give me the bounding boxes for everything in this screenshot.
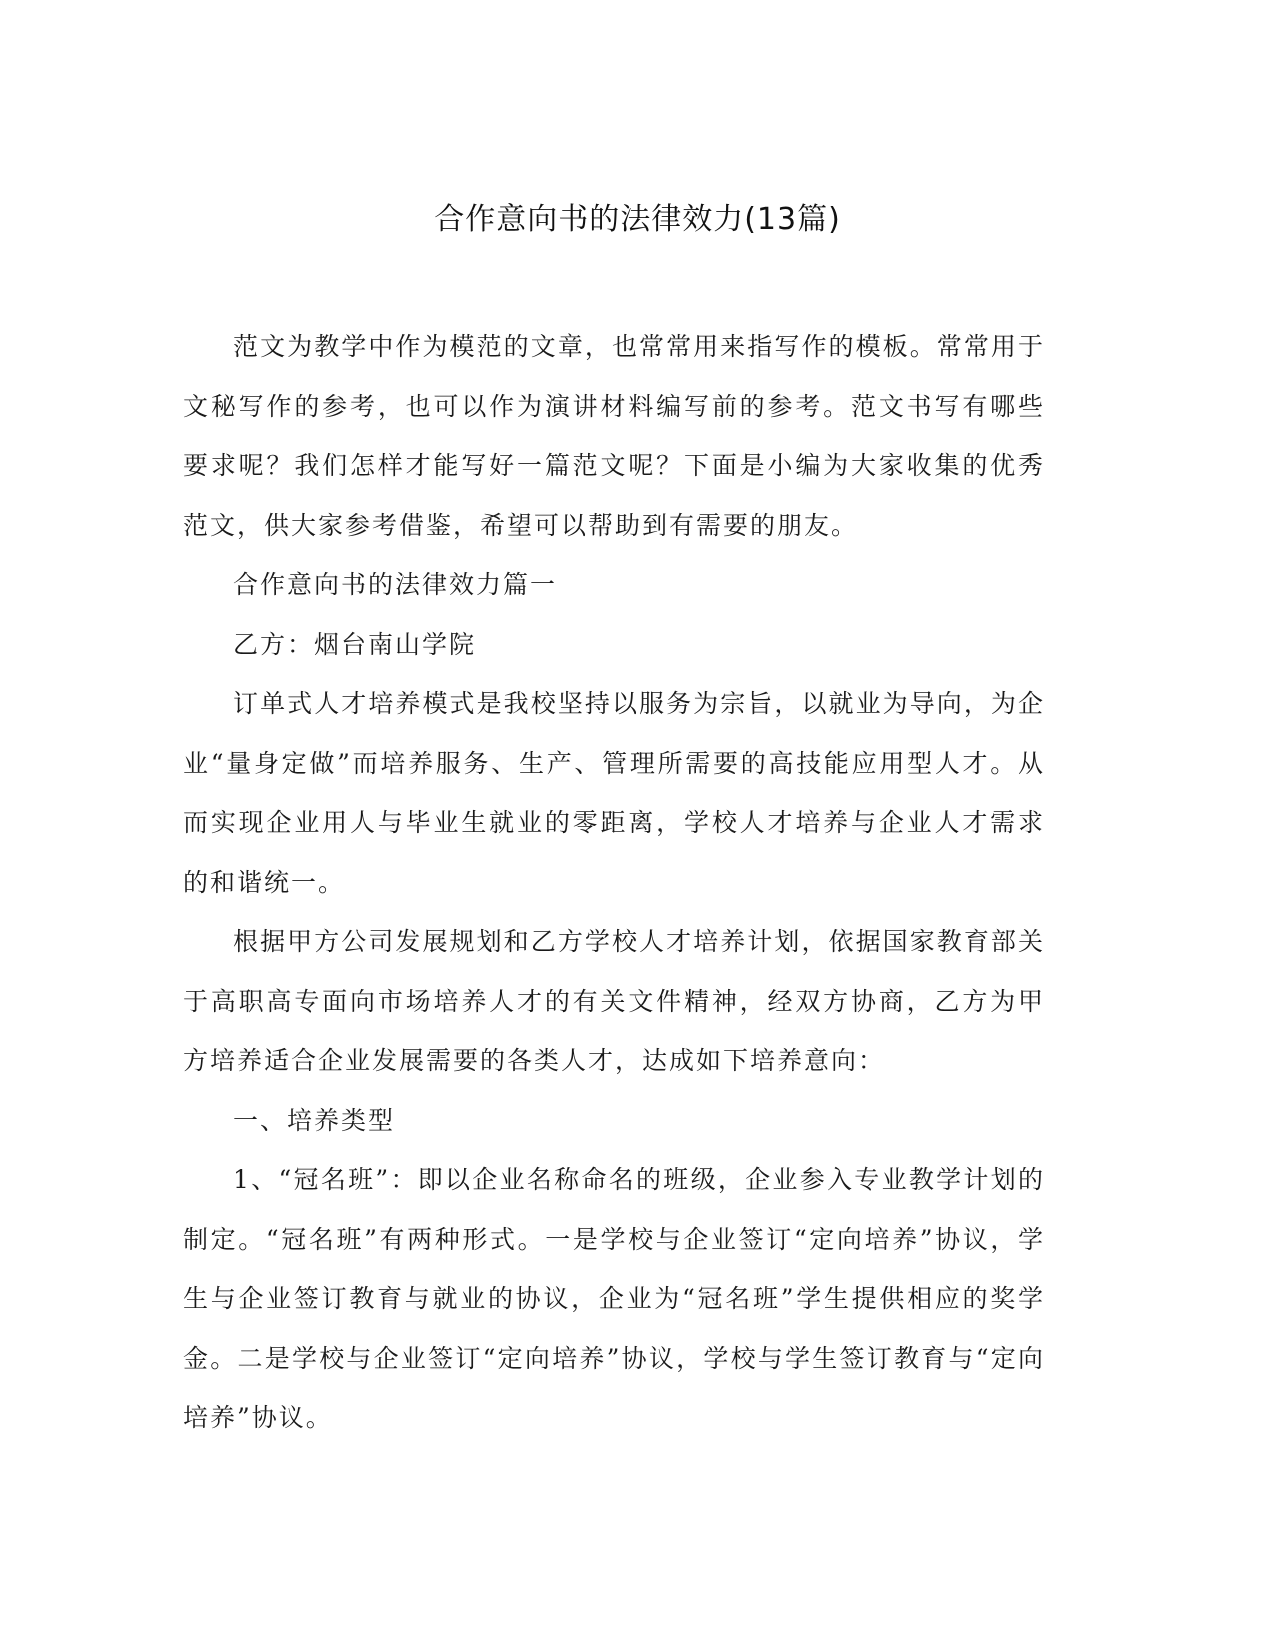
document-body xyxy=(183,317,1045,1448)
paragraph-basis: 根据甲方公司发展规划和乙方学校人才培养计划，依据国家教育部关于高职高专面向市场培养人才的有关文件精神，经双方协商，乙方为甲方培养适合企业发展需要的各类人才，达成如下培养意向： xyxy=(183,927,1045,1075)
paragraph-section-heading: 合作意向书的法律效力篇一 xyxy=(233,570,558,599)
paragraph-heading-training-type: 一、培养类型 xyxy=(233,1105,396,1135)
paragraph-named-class: 1、“冠名班”：即以企业名称命名的班级，企业参入专业教学计划的制定。“冠名班”有两种形式。一是学校与企业签订“定向培养”协议，学生与企业签订教育与就业的协议，企业为“冠名班”学生提供相应的奖学金。二是学校与企业签订“定向培养”协议，学校与学生签订教育与“定向培养”协议。 xyxy=(183,1165,1045,1432)
paragraph-party-b: 乙方：烟台南山学院 xyxy=(233,629,477,659)
paragraph-intro: 范文为教学中作为模范的文章，也常常用来指写作的模板。常常用于文秘写作的参考，也可以作为演讲材料编写前的参考。范文书写有哪些要求呢？我们怎样才能写好一篇范文呢？下面是小编为大家收集的优秀范文，供大家参考借鉴，希望可以帮助到有需要的朋友。 xyxy=(183,332,1045,540)
document-title: 合作意向书的法律效力(13篇) xyxy=(434,202,841,237)
paragraph-model: 订单式人才培养模式是我校坚持以服务为宗旨，以就业为导向，为企业“量身定做”而培养服务、生产、管理所需要的高技能应用型人才。从而实现企业用人与毕业生就业的零距离，学校人才培养与企业人才需求的和谐统一。 xyxy=(183,689,1045,897)
